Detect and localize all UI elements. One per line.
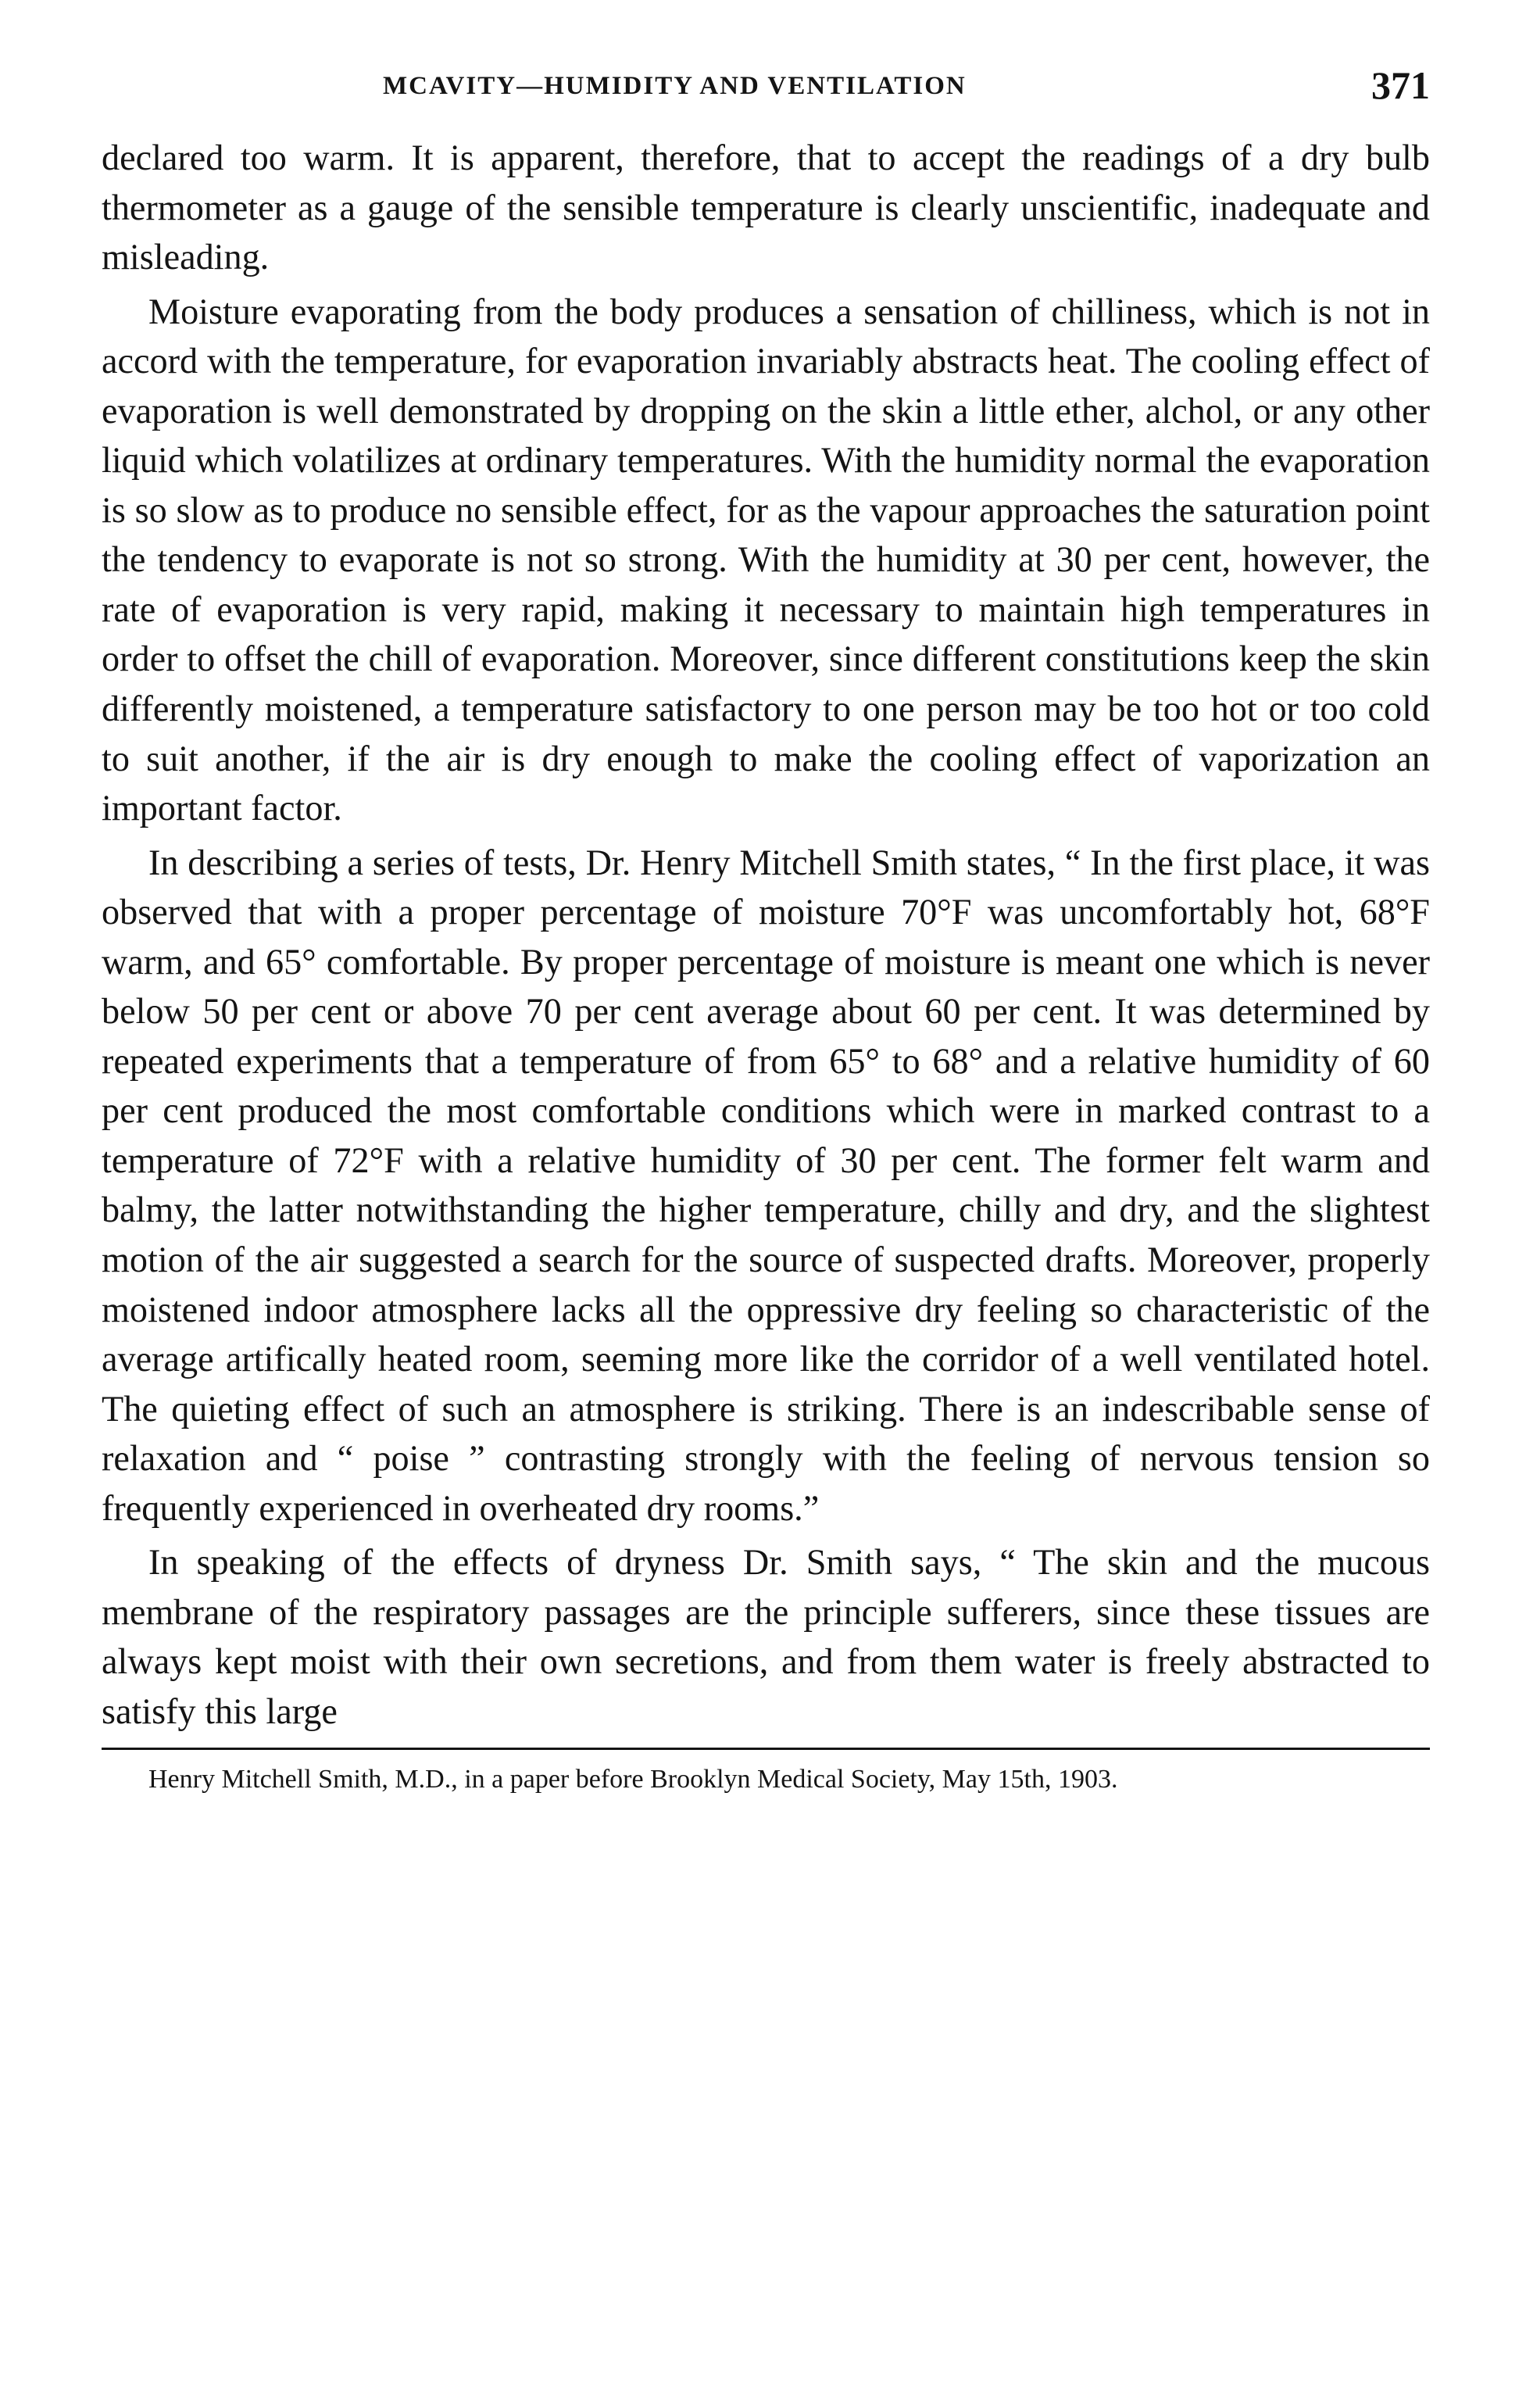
paragraph-evaporation: Moisture evaporating from the body produces a sensation of chilliness, which is not in accord with the temperature, for evaporation invariably abstracts heat. The cooling effect of evaporation is well demonstrated by dropping on the skin a little ether, alchol, or any other liquid which volatilizes at ordinary temperatures. With the humidity normal the evaporation is so slow as to produce no sensible effect, for as the vapour approaches the saturation point the tendency to evaporate is not so strong. With the humidity at 30 per cent, however, the rate of evaporation is very rapid, making it necessary to maintain high temperatures in order to offset the chill of evaporation. Moreover, since different constitutions keep the skin differently moistened, a temperature satisfactory to one person may be too hot or too cold to suit another, if the air is dry enough to make the cooling effect of vaporization an important factor. bbox=[102, 291, 1430, 828]
body-text bbox=[102, 133, 1430, 1737]
paragraph-continuation: declared too warm. It is apparent, therefore, that to accept the readings of a dry bulb thermometer as a gauge of the sensible temperature is clearly unscientific, inadequate and misleading. bbox=[102, 138, 1430, 277]
footnote: Henry Mitchell Smith, M.D., in a paper before Brooklyn Medical Society, May 15th, 1903. bbox=[148, 1764, 1118, 1794]
paragraph-smith-tests: In describing a series of tests, Dr. Henry Mitchell Smith states, “ In the first place, it was observed that with a proper percentage of moisture 70°F was uncomfortably hot, 68°F warm, and 65° comfortable. By proper percentage of moisture is meant one which is never below 50 per cent or above 70 per cent average about 60 per cent. It was determined by repeated experiments that a temperature of from 65° to 68° and a relative humidity of 60 per cent produced the most comfortable conditions which were in marked contrast to a temperature of 72°F with a relative humidity of 30 per cent. The former felt warm and balmy, the latter notwithstanding the higher temperature, chilly and dry, and the slightest motion of the air suggested a search for the source of suspected drafts. Moreover, properly moistened indoor atmosphere lacks all the oppressive dry feeling so characteristic of the average artifically heated room, seeming more like the corridor of a well ventilated hotel. The quieting effect of such an atmosphere is striking. There is an indescribable sense of relaxation and “ poise ” contrasting strongly with the feeling of nervous tension so frequently experienced in overheated dry rooms.” bbox=[102, 842, 1430, 1528]
paragraph-dryness-effects: In speaking of the effects of dryness Dr. Smith says, “ The skin and the mucous membrane of the respiratory passages are the principle sufferers, since these tissues are always kept moist with their own secretions, and from them water is freely abstracted to satisfy this large bbox=[102, 1542, 1430, 1731]
running-head bbox=[102, 63, 1430, 133]
page-number: 371 bbox=[1371, 63, 1430, 107]
footnote-divider bbox=[102, 1748, 1430, 1750]
book-page bbox=[102, 63, 1430, 1798]
running-title: MCAVITY—HUMIDITY AND VENTILATION bbox=[383, 72, 967, 100]
